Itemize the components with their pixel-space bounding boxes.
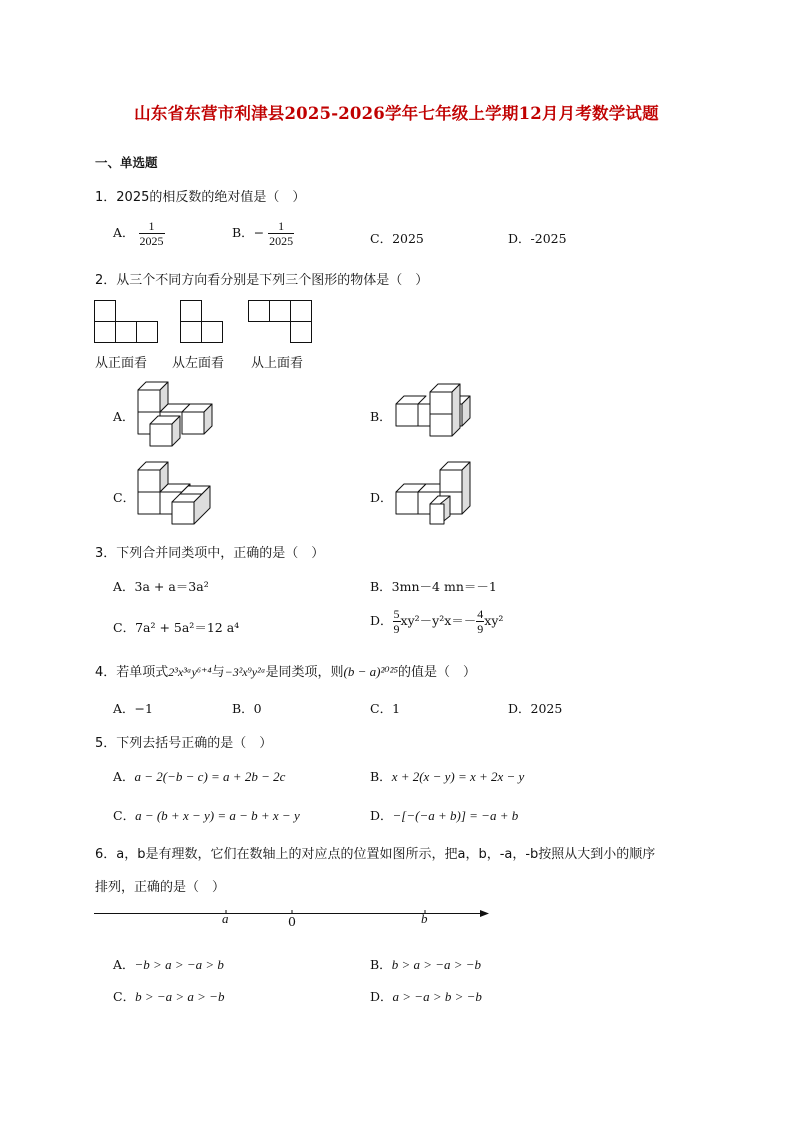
expression: −[−(−a + b)] = −a + b (392, 808, 519, 823)
q5-option-b[interactable] (370, 767, 524, 785)
q1-option-b[interactable] (232, 219, 294, 248)
q3-option-c[interactable]: C．7a² + 5a²＝12 a⁴ (113, 620, 240, 635)
option-letter: B． (232, 225, 254, 240)
expression: a − (b + x − y) = a − b + x − y (135, 808, 300, 823)
fraction: $\frac{5}{9}$ (393, 607, 400, 636)
cube-figure-a (136, 380, 226, 446)
number-line-label-b: b (421, 911, 428, 926)
expression: a > −a > b > −b (392, 989, 482, 1004)
expression: a − 2(−b − c) = a + 2b − 2c (134, 769, 286, 784)
expression: x + 2(x − y) = x + 2x − y (391, 769, 525, 784)
option-letter: B． (370, 957, 392, 972)
expression: b > −a > a > −b (135, 989, 225, 1004)
front-view-figure (94, 300, 160, 344)
q2-option-a[interactable]: A． (113, 409, 135, 424)
q6-option-b[interactable] (370, 955, 481, 973)
expression: b > a > −a > −b (391, 957, 482, 972)
stem-text: 与 (211, 665, 225, 680)
left-view-figure (180, 300, 225, 344)
stem-text: 是同类项，则 (265, 665, 344, 680)
q4-option-d[interactable]: D．2025 (508, 701, 563, 716)
monomial-1: 2³x³ᵃy⁶⁺⁴ (168, 665, 212, 679)
page-title: 山东省东营市利津县2025-2026学年七年级上学期12月月考数学试题 (134, 104, 659, 123)
question-1-stem: 1．2025的相反数的绝对值是（ ） (95, 190, 306, 205)
cube-figure-c (136, 460, 222, 528)
expression: −b > a > −a > b (134, 957, 224, 972)
q4-option-a[interactable]: A．−1 (113, 701, 153, 716)
q3-option-a[interactable]: A．3a + a＝3a² (113, 579, 209, 594)
fraction: $\frac{1}{2025}$ (269, 219, 294, 248)
q3-option-d[interactable] (370, 607, 503, 636)
stem-text: 4．若单项式 (95, 665, 169, 680)
monomial-2: −3²x⁹y²ᵃ (224, 665, 266, 679)
expression: xy² (484, 613, 504, 628)
q6-option-a[interactable] (113, 955, 224, 973)
q5-option-c[interactable] (113, 806, 300, 824)
q4-option-c[interactable]: C．1 (370, 701, 401, 716)
cube-figure-d (394, 460, 480, 526)
q6-option-c[interactable] (113, 987, 224, 1005)
power-expression: (b − a)²⁰²⁵ (343, 664, 398, 679)
q1-option-c[interactable]: C．2025 (370, 231, 424, 246)
q4-option-b[interactable]: B．0 (232, 701, 262, 716)
option-letter: D． (370, 808, 393, 823)
caption-front-view: 从正面看 (95, 356, 148, 371)
section-heading: 一、单选题 (95, 155, 158, 170)
option-letter: D． (370, 613, 393, 628)
q5-option-a[interactable] (113, 767, 285, 785)
q2-option-d[interactable]: D． (370, 490, 393, 505)
top-view-figure (248, 300, 314, 344)
question-6-stem-line-1: 6．a，b是有理数，它们在数轴上的对应点的位置如图所示，把a，b，-a，-b按照从大到小的顺序 (95, 847, 656, 862)
caption-top-view: 从上面看 (251, 356, 304, 371)
stem-text: 的值是（ ） (398, 665, 477, 680)
option-letter: C． (113, 989, 136, 1004)
option-letter: B． (370, 769, 392, 784)
number-line-label-zero: 0 (288, 914, 296, 929)
arrow-right-icon (480, 910, 489, 917)
q2-option-b[interactable]: B． (370, 409, 392, 424)
question-2-stem: 2．从三个不同方向看分别是下列三个图形的物体是（ ） (95, 273, 429, 288)
option-letter: D． (370, 989, 393, 1004)
q1-option-a[interactable] (113, 219, 165, 248)
q5-option-d[interactable] (370, 806, 518, 824)
q6-option-d[interactable] (370, 987, 482, 1005)
q1-option-d[interactable]: D．-2025 (508, 231, 567, 246)
q2-option-c[interactable]: C． (113, 490, 136, 505)
question-4-stem (95, 661, 476, 680)
option-letter: A． (113, 957, 135, 972)
option-letter: A． (113, 225, 135, 240)
expression: xy²－y²x＝－ (400, 613, 477, 628)
question-3-stem: 3．下列合并同类项中，正确的是（ ） (95, 546, 325, 561)
fraction: $\frac{4}{9}$ (477, 607, 484, 636)
cube-figure-b (394, 384, 478, 442)
fraction: $\frac{1}{2025}$ (139, 219, 164, 248)
question-5-stem: 5．下列去括号正确的是（ ） (95, 736, 273, 751)
question-6-stem-line-2: 排列，正确的是（ ） (95, 880, 226, 895)
minus-sign: − (253, 225, 265, 240)
option-letter: A． (113, 769, 135, 784)
caption-left-view: 从左面看 (172, 356, 225, 371)
option-letter: C． (113, 808, 136, 823)
number-line-label-a: a (222, 911, 229, 926)
q3-option-b[interactable]: B．3mn－4 mn＝－1 (370, 579, 497, 594)
